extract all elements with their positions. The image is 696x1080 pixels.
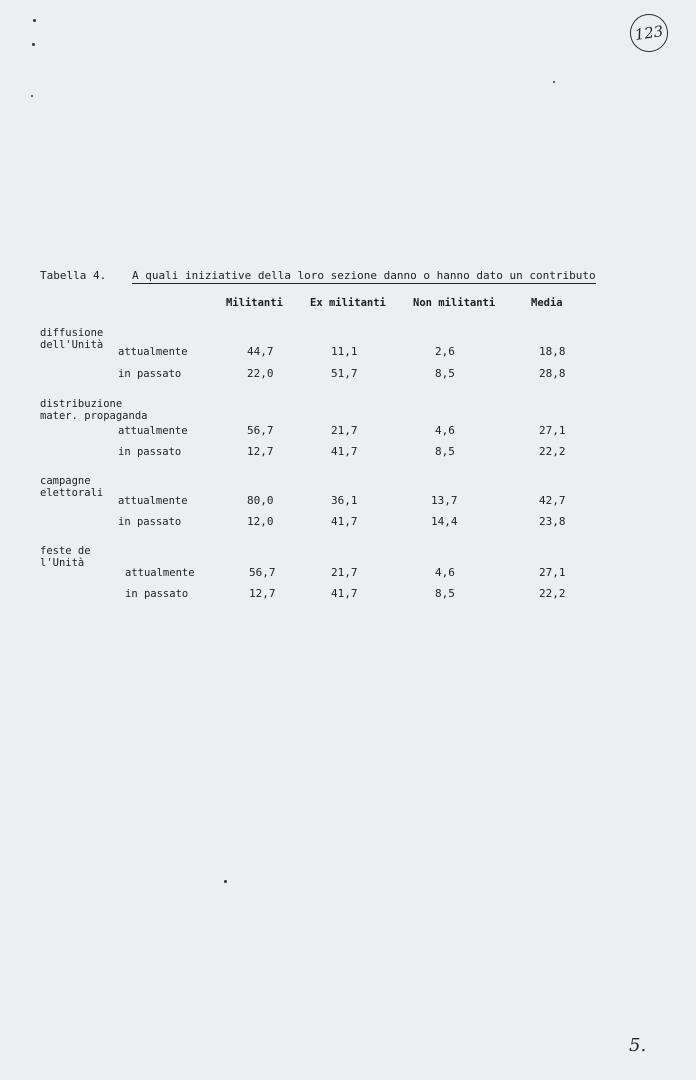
scan-speck xyxy=(553,81,555,83)
table-cell: 36,1 xyxy=(331,494,358,507)
table-cell: 8,5 xyxy=(435,445,455,458)
column-header-media: Media xyxy=(531,297,563,309)
table-cell: 13,7 xyxy=(431,494,458,507)
table-title: A quali iniziative della loro sezione danno o hanno dato un contributo xyxy=(132,269,596,282)
table-cell: 14,4 xyxy=(431,515,458,528)
table-cell: 2,6 xyxy=(435,345,455,358)
row-label-in-passato: in passato xyxy=(118,446,182,458)
table-cell: 4,6 xyxy=(435,566,455,579)
table-cell: 4,6 xyxy=(435,424,455,437)
table-cell: 56,7 xyxy=(247,424,274,437)
group-label-distribuzione: distribuzione mater. propaganda xyxy=(40,398,148,422)
row-label-in-passato: in passato xyxy=(118,516,182,528)
table-cell: 41,7 xyxy=(331,587,358,600)
table-cell: 27,1 xyxy=(539,566,566,579)
group-label-diffusione: diffusione dell'Unità xyxy=(40,327,104,351)
scan-speck xyxy=(31,95,33,97)
circled-page-number: 123 xyxy=(628,12,671,55)
column-header-militanti: Militanti xyxy=(226,297,283,309)
table-cell: 21,7 xyxy=(331,424,358,437)
table-cell: 22,2 xyxy=(539,445,566,458)
table-cell: 42,7 xyxy=(539,494,566,507)
column-header-ex-militanti: Ex militanti xyxy=(310,297,386,309)
handwritten-page-number: 5. xyxy=(629,1035,647,1056)
table-cell: 12,7 xyxy=(249,587,276,600)
row-label-attualmente: attualmente xyxy=(118,495,188,507)
table-label: Tabella 4. xyxy=(40,269,107,282)
table-cell: 11,1 xyxy=(331,345,358,358)
table-cell: 22,2 xyxy=(539,587,566,600)
scan-speck xyxy=(32,43,35,46)
table-cell: 12,7 xyxy=(247,445,274,458)
table-cell: 8,5 xyxy=(435,367,455,380)
table-cell: 8,5 xyxy=(435,587,455,600)
table-cell: 28,8 xyxy=(539,367,566,380)
row-label-in-passato: in passato xyxy=(118,368,182,380)
row-label-in-passato: in passato xyxy=(125,588,189,600)
table-cell: 44,7 xyxy=(247,345,274,358)
row-label-attualmente: attualmente xyxy=(118,425,188,437)
table-cell: 18,8 xyxy=(539,345,566,358)
group-label-feste: feste de l'Unità xyxy=(40,545,91,569)
table-cell: 80,0 xyxy=(247,494,274,507)
table-cell: 27,1 xyxy=(539,424,566,437)
table-cell: 23,8 xyxy=(539,515,566,528)
scan-speck xyxy=(224,880,227,883)
group-label-campagne: campagne elettorali xyxy=(40,475,104,499)
table-cell: 22,0 xyxy=(247,367,274,380)
table-cell: 12,0 xyxy=(247,515,274,528)
table-caption xyxy=(40,269,596,284)
table-cell: 56,7 xyxy=(249,566,276,579)
table-cell: 51,7 xyxy=(331,367,358,380)
table-cell: 41,7 xyxy=(331,445,358,458)
table-cell: 21,7 xyxy=(331,566,358,579)
scan-speck xyxy=(33,19,36,22)
row-label-attualmente: attualmente xyxy=(118,346,188,358)
column-header-non-militanti: Non militanti xyxy=(413,297,496,309)
table-cell: 41,7 xyxy=(331,515,358,528)
row-label-attualmente: attualmente xyxy=(125,567,195,579)
